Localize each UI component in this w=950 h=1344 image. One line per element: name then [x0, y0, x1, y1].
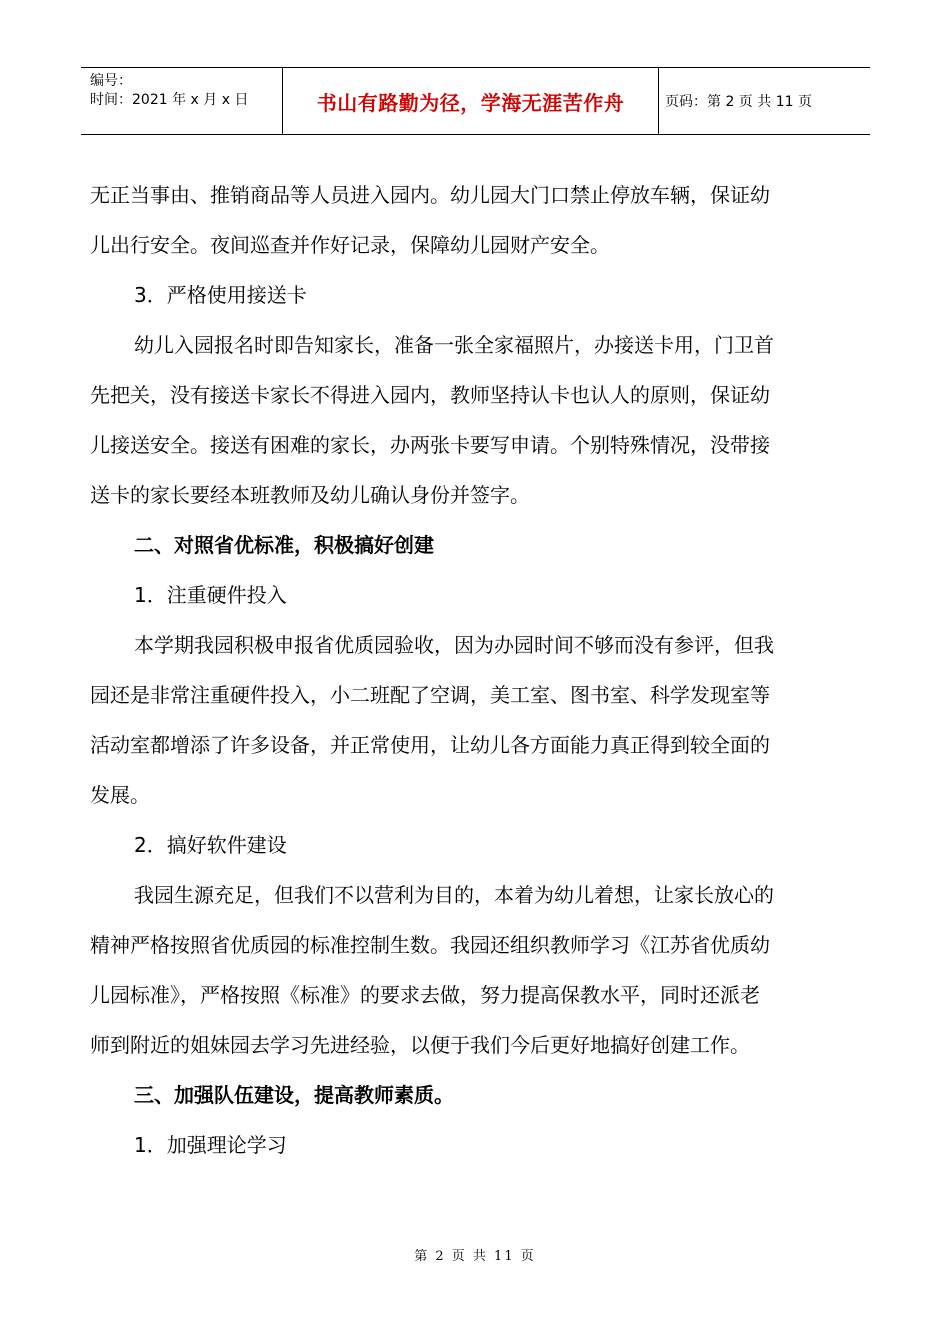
body-text-line: 1．注重硬件投入	[134, 583, 287, 607]
footer-page-number: 第 2 页 共 11 页	[414, 1249, 536, 1264]
body-text-line: 2．搞好软件建设	[134, 833, 287, 857]
section-heading: 二、对照省优标准，积极搞好创建	[134, 533, 434, 557]
body-text-line: 活动室都增添了许多设备，并正常使用，让幼儿各方面能力真正得到较全面的	[90, 733, 770, 757]
body-text-line: 先把关，没有接送卡家长不得进入园内，教师坚持认卡也认人的原则，保证幼	[90, 383, 770, 407]
body-text-line: 儿接送安全。接送有困难的家长，办两张卡要写申请。个别特殊情况，没带接	[90, 433, 770, 457]
document-number-label: 编号：	[90, 73, 132, 89]
header-page-cell	[659, 68, 870, 134]
body-text-line: 儿出行安全。夜间巡查并作好记录，保障幼儿园财产安全。	[90, 233, 610, 257]
header-motto-cell	[283, 68, 659, 134]
body-text-line: 精神严格按照省优质园的标准控制生数。我园还组织教师学习《江苏省优质幼	[90, 933, 770, 957]
body-text-line: 我园生源充足，但我们不以营利为目的，本着为幼儿着想，让家长放心的	[134, 883, 774, 907]
body-text-line: 发展。	[90, 783, 150, 807]
body-text-line: 儿园标准》，严格按照《标准》的要求去做，努力提高保教水平，同时还派老	[90, 983, 760, 1007]
body-text-line: 幼儿入园报名时即告知家长，准备一张全家福照片，办接送卡用，门卫首	[134, 333, 774, 357]
header-page-info: 页码：第 2 页 共 11 页	[665, 94, 812, 110]
document-body	[90, 170, 862, 1170]
body-text-line: 送卡的家长要经本班教师及幼儿确认身份并签字。	[90, 483, 530, 507]
header-motto: 书山有路勤为径，学海无涯苦作舟	[316, 90, 625, 115]
body-text-line: 园还是非常注重硬件投入，小二班配了空调，美工室、图书室、科学发现室等	[90, 683, 770, 707]
body-text-line: 师到附近的姐妹园去学习先进经验，以便于我们今后更好地搞好创建工作。	[90, 1033, 750, 1057]
document-date-label: 时间：2021 年 x 月 x 日	[90, 92, 249, 108]
page-footer	[0, 1245, 950, 1264]
body-text-line: 1．加强理论学习	[134, 1133, 287, 1157]
body-text-line: 无正当事由、推销商品等人员进入园内。幼儿园大门口禁止停放车辆，保证幼	[90, 183, 770, 207]
page-header	[81, 67, 870, 135]
body-text-line: 3．严格使用接送卡	[134, 283, 307, 307]
body-text-line: 本学期我园积极申报省优质园验收，因为办园时间不够而没有参评，但我	[134, 633, 774, 657]
header-meta-cell	[81, 68, 283, 134]
section-heading: 三、加强队伍建设，提高教师素质。	[134, 1083, 454, 1107]
